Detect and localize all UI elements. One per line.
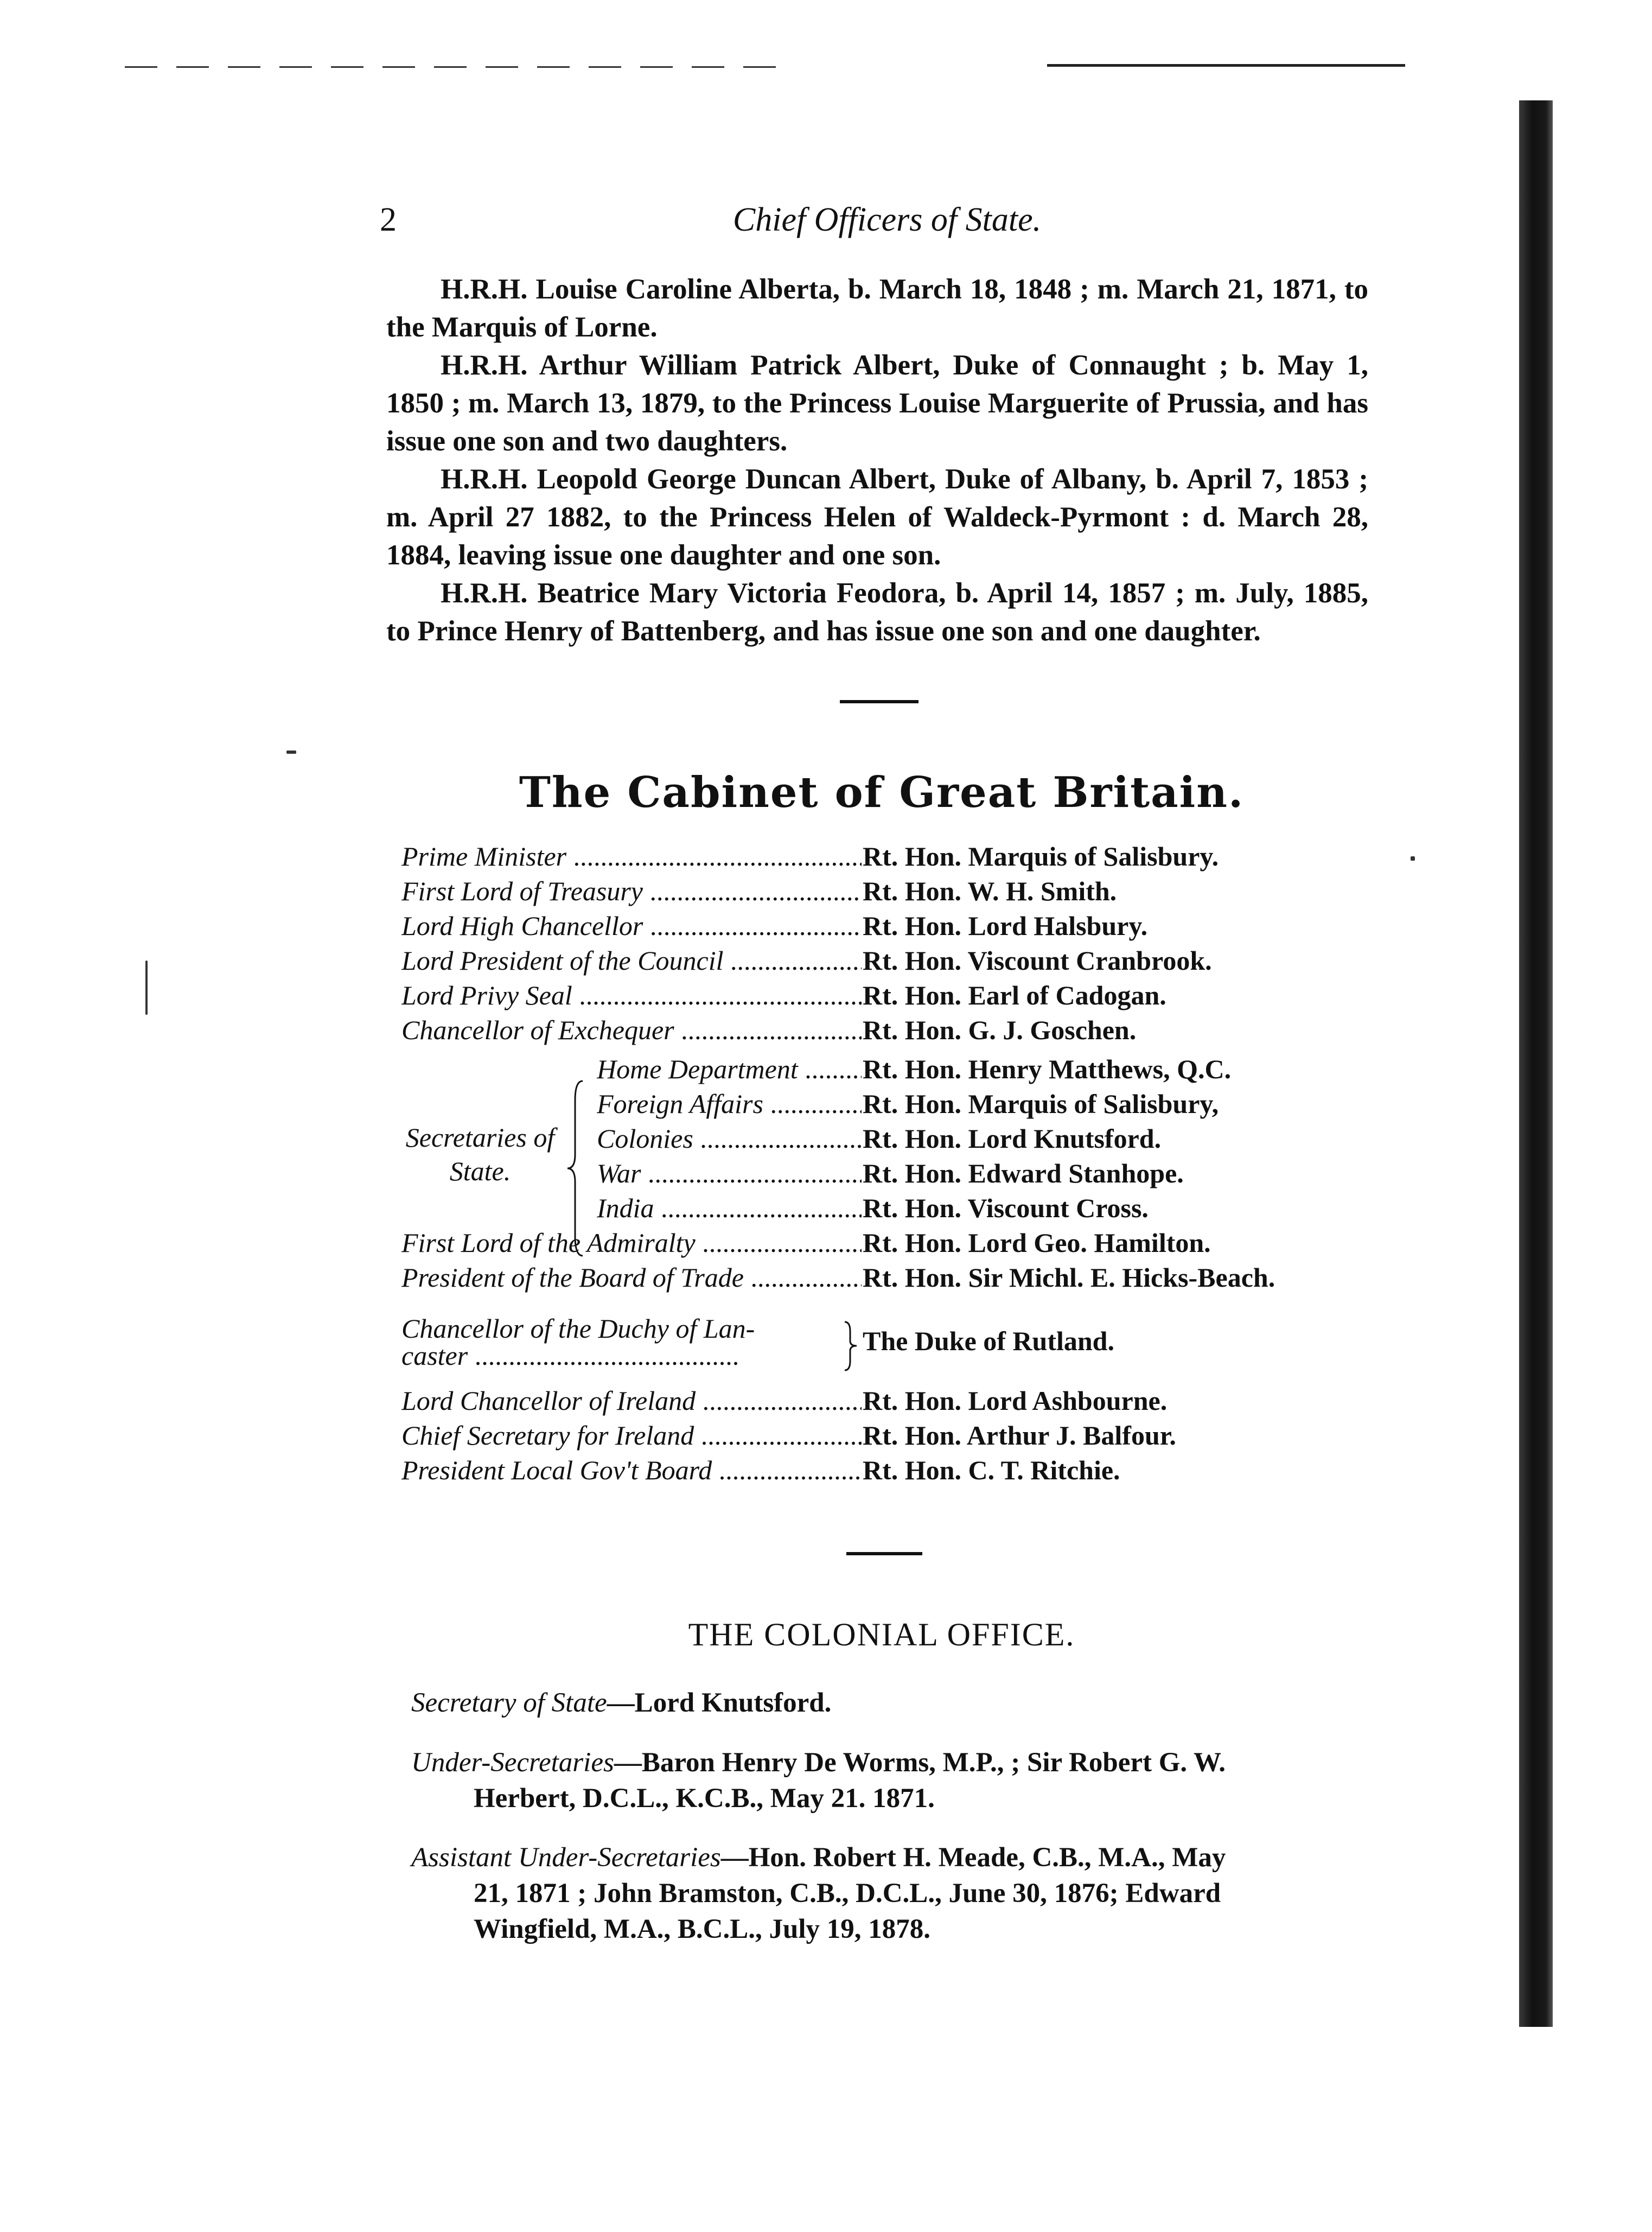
entry-label: Assistant Under-Secretaries (411, 1842, 721, 1873)
entry-value: —Baron Henry De Worms, M.P., ; Sir Robert G. W. (614, 1747, 1226, 1778)
page-binding-edge (1519, 100, 1553, 2027)
office-name: Chief Secretary for Ireland ..... (401, 1417, 862, 1453)
office-holder: Rt. Hon. Marquis of Salisbury, (863, 1089, 1219, 1119)
office-name: First Lord of the Admiralty ..... (401, 1225, 862, 1261)
assistant-under-secretaries-entry (411, 1840, 1388, 1947)
section-divider (846, 1552, 922, 1555)
office-name: Lord President of the Council ..... (401, 943, 862, 978)
scan-speck (1411, 856, 1415, 861)
scan-speck (145, 961, 148, 1015)
entry-value: —Lord Knutsford. (607, 1688, 832, 1718)
secretaries-of-state-label: Secretaries of State. (405, 1122, 555, 1186)
office-holder: Rt. Hon. G. J. Goschen. (863, 1015, 1137, 1045)
scan-edge-dashes (125, 66, 776, 68)
entry-label: Secretary of State (411, 1688, 607, 1718)
office-name: Home Department ..... (597, 1051, 862, 1087)
office-holder: Rt. Hon. Lord Ashbourne. (863, 1385, 1168, 1416)
office-name: First Lord of Treasury ..... (401, 873, 862, 909)
office-holder: Rt. Hon. Lord Halsbury. (863, 911, 1148, 941)
office-name: Lord Chancellor of Ireland ..... (401, 1383, 862, 1419)
office-holder: Rt. Hon. Henry Matthews, Q.C. (863, 1054, 1232, 1084)
office-holder: Rt. Hon. Viscount Cross. (863, 1193, 1149, 1223)
office-holder: Rt. Hon. Lord Geo. Hamilton. (863, 1228, 1211, 1258)
duchy-office-name: Chancellor of the Duchy of Lan- caster ....................................... (401, 1315, 862, 1369)
duchy-office-line1: Chancellor of the Duchy of Lan- (401, 1313, 755, 1344)
office-holder: Rt. Hon. Sir Michl. E. Hicks-Beach. (863, 1262, 1275, 1293)
office-name: India ..... (597, 1190, 862, 1226)
entry-value: —Hon. Robert H. Meade, C.B., M.A., May (720, 1842, 1226, 1873)
running-title: Chief Officers of State. (732, 201, 1042, 238)
office-name: Prime Minister ..... (401, 838, 862, 874)
section-divider (840, 700, 919, 703)
duchy-brace (843, 1320, 859, 1372)
cabinet-title: The Cabinet of Great Britain. (519, 768, 1245, 817)
scan-edge-line (1047, 64, 1405, 67)
scan-speck (286, 751, 296, 754)
office-holder: Rt. Hon. C. T. Ritchie. (863, 1455, 1120, 1485)
page-header (380, 201, 1394, 250)
office-name: Lord Privy Seal ..... (401, 977, 862, 1013)
duchy-holder: The Duke of Rutland. (863, 1326, 1114, 1356)
entry-label: Under-Secretaries (411, 1747, 614, 1778)
page-number: 2 (380, 201, 397, 238)
entry-value-continued: Herbert, D.C.L., K.C.B., May 21. 1871. (474, 1783, 935, 1814)
royal-entry-arthur: H.R.H. Arthur William Patrick Albert, Duke of Connaught ; b. May 1, 1850 ; m. March 13, 1879, to the Princess Louise Marguerite of Prussia, and has issue one son and two daughters. (386, 349, 1368, 457)
royal-entry-louise: H.R.H. Louise Caroline Alberta, b. March 18, 1848 ; m. March 21, 1871, to the Marquis of Lorne. (386, 274, 1368, 343)
office-holder: Rt. Hon. W. H. Smith. (863, 876, 1117, 906)
office-holder: Rt. Hon. Arthur J. Balfour. (863, 1420, 1176, 1451)
colonial-office-title: THE COLONIAL OFFICE. (688, 1617, 1075, 1652)
office-name: War ..... (597, 1155, 862, 1191)
royal-family-section (386, 270, 1368, 650)
office-holder: Rt. Hon. Viscount Cranbrook. (863, 945, 1212, 976)
office-holder: Rt. Hon. Edward Stanhope. (863, 1158, 1184, 1188)
office-holder: Rt. Hon. Marquis of Salisbury. (863, 841, 1219, 872)
office-holder: Rt. Hon. Lord Knutsford. (863, 1123, 1162, 1154)
duchy-office-line2: caster (401, 1342, 468, 1369)
office-name: President of the Board of Trade ..... (401, 1260, 862, 1295)
office-holder: Rt. Hon. Earl of Cadogan. (863, 980, 1166, 1010)
royal-entry-leopold: H.R.H. Leopold George Duncan Albert, Duke of Albany, b. April 7, 1853 ; m. April 27 1882, to the Princess Helen of Waldeck-Pyrmont : d. March 28, 1884, leaving issue one daughter and one son. (386, 463, 1368, 571)
under-secretaries-entry (411, 1745, 1388, 1816)
secretary-of-state-entry (411, 1685, 1388, 1721)
office-name: Colonies ..... (597, 1121, 862, 1156)
office-name: President Local Gov't Board ..... (401, 1452, 862, 1488)
entry-value-continued: 21, 1871 ; John Bramston, C.B., D.C.L., June 30, 1876; Edward (474, 1878, 1221, 1909)
royal-entry-beatrice: H.R.H. Beatrice Mary Victoria Feodora, b. April 14, 1857 ; m. July, 1885, to Prince Henry of Battenberg, and has issue one son and one daughter. (386, 577, 1368, 647)
office-name: Lord High Chancellor ..... (401, 908, 862, 944)
office-name: Foreign Affairs ..... (597, 1086, 862, 1122)
office-name: Chancellor of Exchequer ..... (401, 1012, 862, 1048)
entry-value-continued: Wingfield, M.A., B.C.L., July 19, 1878. (474, 1914, 931, 1944)
